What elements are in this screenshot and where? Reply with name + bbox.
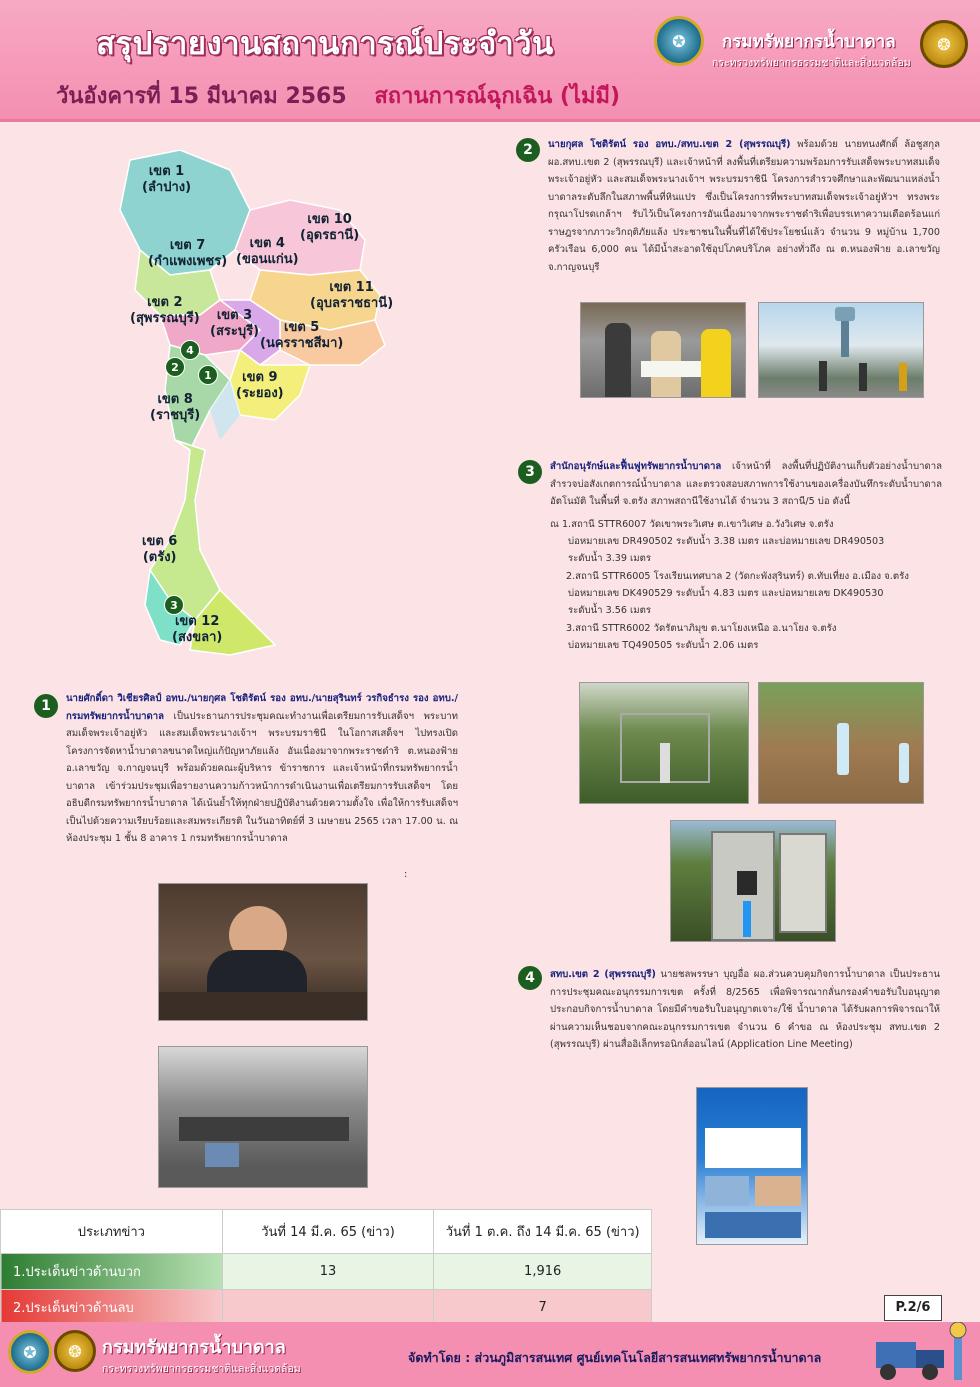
page-title: สรุปรายงานสถานการณ์ประจำวัน — [96, 26, 554, 62]
photo-site-overview — [758, 302, 924, 398]
drilling-rig-icon — [870, 1322, 974, 1384]
cell-category: 1.ประเด็นข่าวด้านบวก — [1, 1254, 223, 1290]
ministry-name: กระทรวงทรัพยากรธรรมชาติและสิ่งแวดล้อม — [712, 57, 911, 69]
region-label-zone1: เขต 1 (ลำปาง) — [142, 164, 192, 196]
region-label-zone3: เขต 3 (สระบุรี) — [210, 308, 260, 340]
station-line-5: บ่อหมายเลข DK490529 ระดับน้ำ 4.83 เมตร และบ่อหมายเลข DK490530 — [568, 588, 884, 599]
footer-department-logo-icon: ✪ — [8, 1330, 52, 1374]
region-label-zone10: เขต 10 (อุดรธานี) — [300, 212, 360, 244]
map-pin-4: 4 — [180, 340, 200, 360]
photo-observation-well-2 — [758, 682, 924, 804]
map-pin-2: 2 — [165, 357, 185, 377]
region-label-zone11: เขต 11 (อุบลราชธานี) — [310, 280, 394, 312]
station-line-1: ณ 1.สถานี STTR6007 วัดเขาพระวิเศษ ต.เขาวิเศษ อ.วังวิเศษ จ.ตรัง — [550, 519, 834, 530]
item-number-4: 4 — [518, 966, 542, 990]
news-item-1-lead: นายศักดิ์ดา วิเชียรศิลป์ อทบ./นายกุศล โชติรัตน์ รอง อทบ./นายสุรินทร์ วรกิจธำรง รอง อทบ./กรมทรัพยากรน้ำบาดาล — [66, 693, 458, 722]
footer-credit: จัดทำโดย : ส่วนภูมิสารสนเทศ ศูนย์เทคโนโลยีสารสนเทศทรัพยากรน้ำบาดาล — [408, 1350, 822, 1365]
table-row-positive — [1, 1254, 652, 1290]
col-header-category: ประเภทข่าว — [1, 1210, 223, 1254]
emergency-status: สถานการณ์ฉุกเฉิน (ไม่มี) — [374, 84, 621, 109]
station-line-6: ระดับน้ำ 3.56 เมตร — [568, 605, 652, 616]
region-label-zone12: เขต 12 (สงขลา) — [172, 614, 223, 646]
photo-meeting-poster — [696, 1087, 808, 1245]
news-item-4-lead: สทบ.เขต 2 (สุพรรณบุรี) — [550, 969, 656, 980]
news-item-4-text — [550, 966, 940, 1054]
news-item-2-text — [548, 136, 940, 276]
ministry-seal-icon: ❂ — [920, 20, 968, 68]
news-summary-table — [0, 1209, 652, 1326]
footer-ministry-seal-icon: ❂ — [54, 1330, 96, 1372]
station-line-8: บ่อหมายเลข TQ490505 ระดับน้ำ 2.06 เมตร — [568, 640, 759, 651]
footer-ministry-name: กระทรวงทรัพยากรธรรมชาติและสิ่งแวดล้อม — [102, 1363, 301, 1375]
region-label-zone6: เขต 6 (ตรัง) — [142, 534, 178, 566]
map-pin-1: 1 — [198, 365, 218, 385]
station-line-2: บ่อหมายเลข DR490502 ระดับน้ำ 3.38 เมตร และบ่อหมายเลข DR490503 — [568, 536, 885, 547]
item-number-3: 3 — [518, 460, 542, 484]
region-label-zone5: เขต 5 (นครราชสีมา) — [260, 320, 344, 352]
region-label-zone8: เขต 8 (ราชบุรี) — [150, 392, 201, 424]
station-line-3: ระดับน้ำ 3.39 เมตร — [568, 553, 652, 564]
report-date: วันอังคารที่ 15 มีนาคม 2565 — [56, 84, 347, 109]
cell-total: 1,916 — [434, 1254, 652, 1290]
item-number-2: 2 — [516, 138, 540, 162]
region-label-zone9: เขต 9 (ระยอง) — [236, 370, 284, 402]
item-number-1: 1 — [34, 694, 58, 718]
photo-meeting-room — [158, 1046, 368, 1188]
station-line-7: 3.สถานี STTR6002 วัดรัตนาภิมุข ต.นาโยงเหนือ อ.นาโยง จ.ตรัง — [566, 623, 837, 634]
footer-banner — [0, 1322, 980, 1387]
header-banner — [0, 0, 980, 122]
photo-meeting-chair — [158, 883, 368, 1021]
cell-today: 13 — [222, 1254, 434, 1290]
cell-category: 2.ประเด็นข่าวด้านลบ — [1, 1290, 223, 1326]
map-pin-3: 3 — [164, 595, 184, 615]
cell-total: 7 — [434, 1290, 652, 1326]
region-label-zone7: เขต 7 (กำแพงเพชร) — [148, 238, 228, 270]
news-item-2-lead: นายกุศล โชติรัตน์ รอง อทบ./สทบ.เขต 2 (สุพรรณบุรี) — [548, 139, 791, 150]
news-item-2-body: พร้อมด้วย นายทนงศักดิ์ ล้อชูสกุล ผอ.สทบ.เขต 2 (สุพรรณบุรี) และเจ้าหน้าที่ ลงพื้นที่เตรียมความพร้อมการรับเสด็จพระบาทสมเด็จพระเจ้าอยู่หัว และสมเด็จพระนางเจ้าฯ พระบรมราชินี โครงการสำรวจศึกษาและพัฒนาแหล่งน้ำบาดาลระดับลึกในสภาพพื้นที่หินแปร ซึ่งเป็นโครงการที่พระบาทสมเด็จพระเจ้าอยู่หัวฯ ทรงพระกรุณาโปรดเกล้าฯ รับไว้เป็นโครงการอันเนื่องมาจากพระราชดำริเพื่อบรรเทาความเดือดร้อนแก่ราษฎรจากภาวะวิกฤติภัยแล้ง ประชาชนในพื้นที่ได้ใช้ประโยชน์แล้ว จำนวน 9 หมู่บ้าน 1,700 ครัวเรือน 6,000 คน ได้มีน้ำสะอาดใช้อุปโภคบริโภค อย่างทั่วถึง ณ ต.หนองฟ้าย อ.เลาขวัญ จ.กาญจนบุรี — [548, 139, 940, 273]
photo-site-inspection — [580, 302, 746, 398]
department-logo-icon: ✪ — [654, 16, 704, 66]
news-item-3-body: เจ้าหน้าที่ ลงพื้นที่ปฏิบัติงานเก็บตัวอย่างน้ำบาดาล สำรวจบ่อสังเกตการณ์น้ำบาดาล และตรวจสอบสภาพการใช้งานของเครื่องบันทึกระดับน้ำบาดาลอัตโนมัติ ในพื้นที่ จ.ตรัง สภาพสถานีใช้งานได้ จำนวน 3 สถานี/5 บ่อ ดังนี้ — [550, 461, 942, 507]
news-item-1-mark: : — [404, 869, 408, 880]
table-header-row — [1, 1210, 652, 1254]
station-line-4: 2.สถานี STTR6005 โรงเรียนเทศบาล 2 (วัดกะพังสุรินทร์) ต.ทับเที่ยง อ.เมือง จ.ตรัง — [566, 571, 909, 582]
thailand-region-map — [110, 150, 400, 660]
region-label-zone2: เขต 2 (สุพรรณบุรี) — [130, 295, 200, 327]
page-number: P.2/6 — [884, 1295, 942, 1321]
news-item-3-lead: สำนักอนุรักษ์และฟื้นฟูทรัพยากรน้ำบาดาล — [550, 461, 722, 472]
news-item-4-body: นายชลพรรษา บุญอื่อ ผอ.ส่วนควบคุมกิจการน้ำบาดาล เป็นประธานการประชุมคณะอนุกรรมการเขต ครั้งที่ 8/2565 เพื่อพิจารณากลั่นกรองคำขอรับใบอนุญาตประกอบกิจการน้ำบาดาล โดยมีคำขอรับใบอนุญาตเจาะ/ใช้ น้ำบาดาล ได้รับผลการพิจารณาให้ผ่านความเห็นชอบจากคณะอนุกรรมการเขต จำนวน 6 คำขอ ณ ห้องประชุม สทบ.เขต 2 (สุพรรณบุรี) ผ่านสื่ออิเล็กทรอนิกส์ออนไลน์ (Application Line Meeting) — [550, 969, 940, 1050]
news-item-1-body: เป็นประธานการประชุมคณะทำงานเพื่อเตรียมการรับเสด็จฯ พระบาทสมเด็จพระเจ้าอยู่หัว และสมเด็จพระนางเจ้าฯ พระบรมราชินี ในโอกาสเสด็จฯ ไปทรงเปิด โครงการจัดหาน้ำบาดาลขนาดใหญ่แก้ปัญหาภัยแล้ง อันเนื่องมาจากพระราชดำริ ต.หนองฟ้าย อ.เลาขวัญ จ.กาญจนบุรี พร้อมด้วยคณะผู้บริหาร ข้าราชการ และเจ้าหน้าที่กรมทรัพยากรน้ำบาดาล เข้าร่วมประชุมเพื่อรายงานความก้าวหน้าการดำเนินงานเพื่อเตรียมการรับเสด็จฯ โดยอธิบดีกรมทรัพยากรน้ำบาดาล ได้เน้นย้ำให้ทุกฝ่ายปฏิบัติงานด้วยความตั้งใจ เพื่อให้การรับเสด็จฯ เป็นไปด้วยความเรียบร้อยและสมพระเกียรติ ในวันอาทิตย์ที่ 3 เมษายน 2565 เวลา 17.00 น. ณ ห้องประชุม 1 ชั้น 8 อาคาร 1 กรมทรัพยากรน้ำบาดาล — [66, 710, 458, 844]
department-name: กรมทรัพยากรน้ำบาดาล — [722, 32, 896, 52]
table-row-negative — [1, 1290, 652, 1326]
col-header-today: วันที่ 14 มี.ค. 65 (ข่าว) — [222, 1210, 434, 1254]
cell-today — [222, 1290, 434, 1326]
footer-department-name: กรมทรัพยากรน้ำบาดาล — [102, 1337, 286, 1358]
col-header-cumulative: วันที่ 1 ต.ค. ถึง 14 มี.ค. 65 (ข่าว) — [434, 1210, 652, 1254]
report-date-line — [56, 78, 620, 113]
photo-observation-well-1 — [579, 682, 749, 804]
news-item-1-text — [66, 690, 458, 848]
news-item-3-text — [550, 458, 942, 511]
photo-water-level-logger — [670, 820, 836, 942]
region-label-zone4: เขต 4 (ขอนแก่น) — [236, 236, 299, 268]
